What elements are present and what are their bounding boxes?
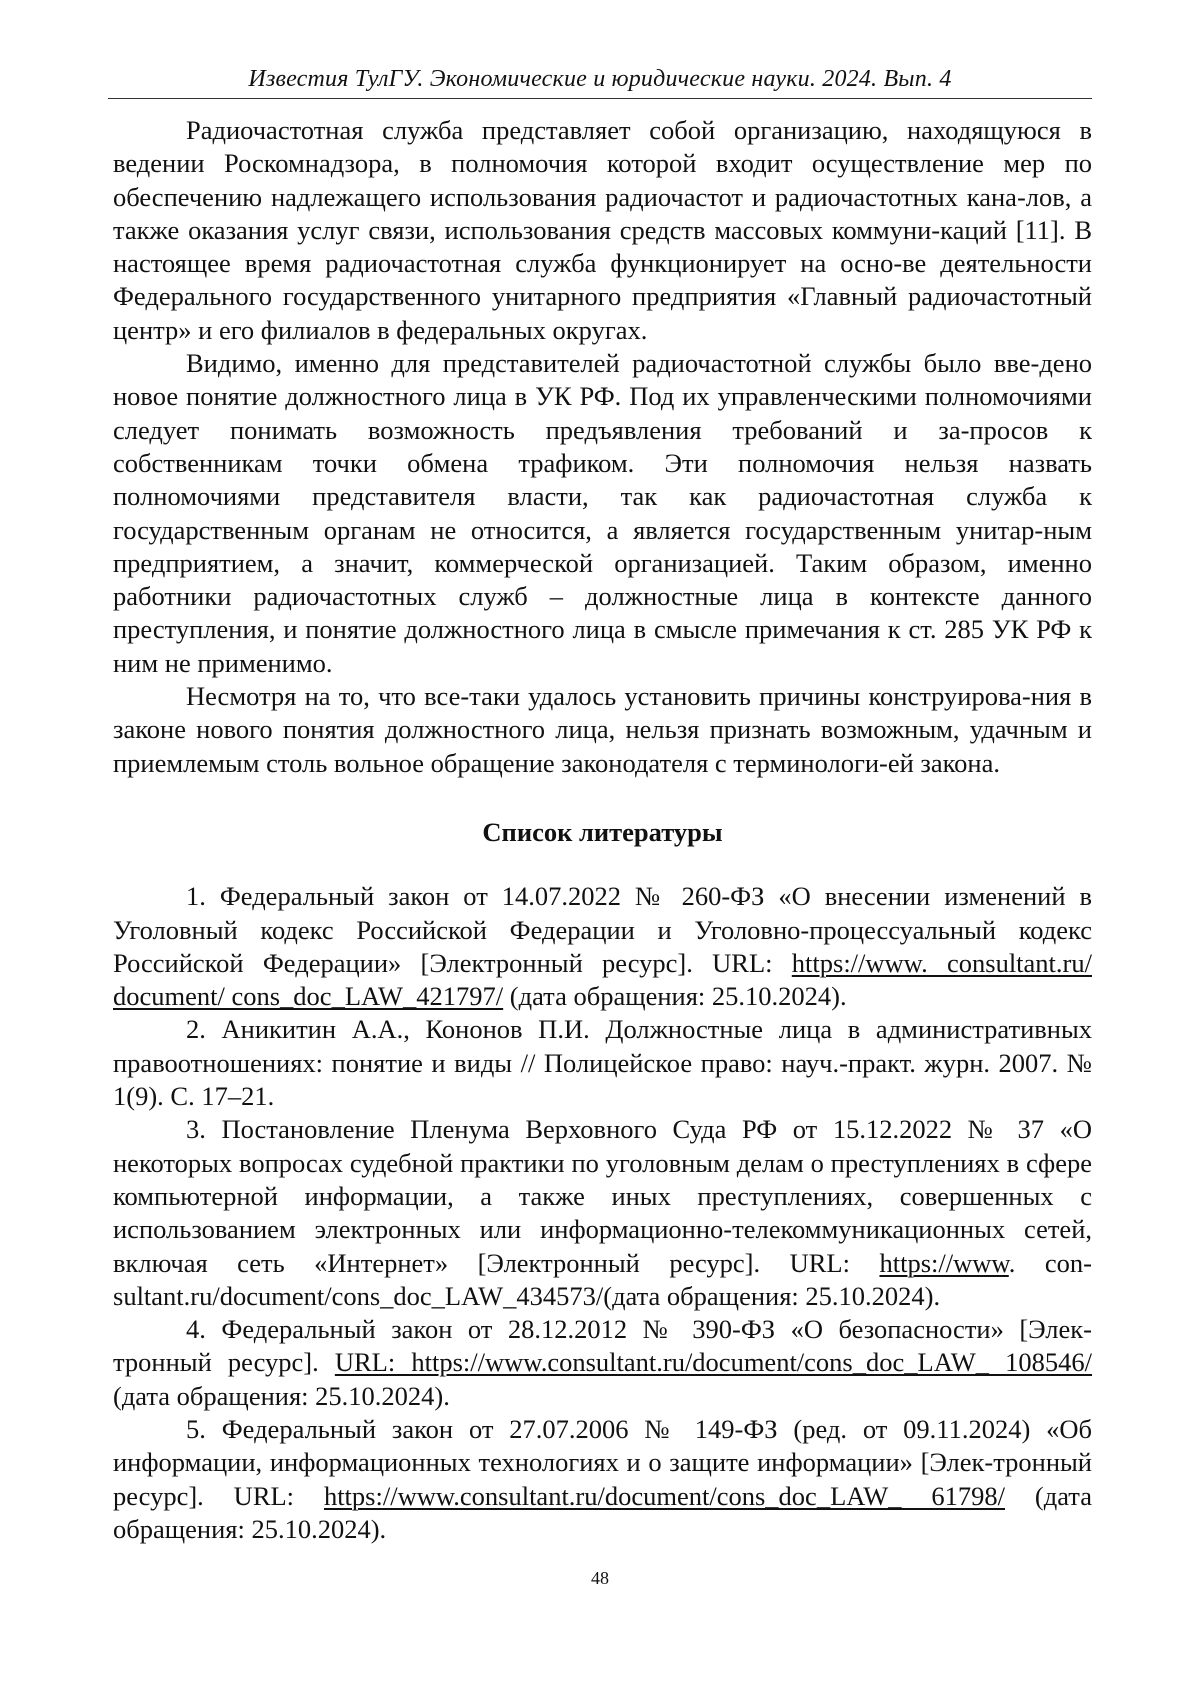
running-header: Известия ТулГУ. Экономические и юридические науки. 2024. Вып. 4 <box>248 66 952 92</box>
reference-text: 3. Постановление Пленума Верховного Суда РФ от 15.12.2022 № 37 «О некоторых вопросах судебной практики по уголовным делам о преступлениях в сфере компьютерной информации, а также иных преступлениях, совершенных с использованием электронных или информационно-телекоммуникационных сетей, включая сеть «Интернет» [Электронный ресурс]. URL: <box>113 1114 1092 1278</box>
reference-item <box>113 1013 1092 1113</box>
main-text <box>113 114 1092 1546</box>
reference-link[interactable]: https://www. consultant.ru/ document/ cons_doc_LAW_421797/ <box>113 947 1092 1012</box>
reference-item <box>113 880 1092 1013</box>
header-divider <box>108 98 1092 99</box>
reference-text: . con-sultant.ru/document/cons_doc_LAW_434573/(дата обращения: 25.10.2024). <box>113 1247 1092 1311</box>
reference-text: 1. Федеральный закон от 14.07.2022 № 260-ФЗ «О внесении изменений в Уголовный кодекс Российской Федерации и Уголовно-процессуальный кодекс Российской Федерации» [Электронный ресурс]. URL: <box>113 881 1092 978</box>
reference-text: (дата обращения: 25.10.2024). <box>503 981 847 1012</box>
reference-text: 4. Федеральный закон от 28.12.2012 № 390-ФЗ «О безопасности» [Элек-тронный ресурс]. <box>113 1314 1092 1378</box>
reference-link[interactable]: https://www.consultant.ru/document/cons_doc_LAW_ 61798/ <box>323 1480 1006 1511</box>
reference-text: 5. Федеральный закон от 27.07.2006 № 149-ФЗ (ред. от 09.11.2024) «Об информации, информационных технологиях и о защите информации» [Элек-тронный ресурс]. URL: <box>113 1413 1092 1511</box>
paragraph: Несмотря на то, что все-таки удалось установить причины конструирова-ния в законе нового понятия должностного лица, нельзя признать возможным, удачным и приемлемым столь вольное обращение законодателя с терминологи-ей закона. <box>113 681 1092 778</box>
reference-link[interactable]: https://www <box>879 1247 1009 1278</box>
page-number: 48 <box>591 1568 609 1588</box>
reference-text: 2. Аникитин А.А., Кононов П.И. Должностные лица в административных правоотношениях: понятие и виды // Полицейское право: науч.-практ. журн. 2007. № 1(9). С. 17–21. <box>113 1014 1092 1112</box>
paragraph: Радиочастотная служба представляет собой организацию, находящуюся в ведении Роскомнадзора, в полномочия которой входит осуществление мер по обеспечению надлежащего использования радиочастот и радиочастотных кана-лов, а также оказания услуг связи, использования средств массовых коммуни-каций [11]. В настоящее время радиочастотная служба функционирует на осно-ве деятельности Федерального государственного унитарного предприятия «Главный радиочастотный центр» и его филиалов в федеральных округах. <box>113 115 1092 345</box>
references-title: Список литературы <box>482 816 723 847</box>
paragraph: Видимо, именно для представителей радиочастотной службы было вве-дено новое понятие должностного лица в УК РФ. Под их управленческими полномочиями следует понимать возможность предъявления требований и за-просов к собственникам точки обмена трафиком. Эти полномочия нельзя назвать полномочиями представителя власти, так как радиочастотная служба к государственным органам не относится, а является государственным унитар-ным предприятием, а значит, коммерческой организацией. Таким образом, именно работники радиочастотных служб – должностные лица в контексте данного преступления, и понятие должностного лица в смысле примечания к ст. 285 УК РФ к ним не применимо. <box>113 348 1092 678</box>
reference-link[interactable]: URL: https://www.consultant.ru/document/cons_doc_LAW_ 108546/ <box>334 1347 1092 1378</box>
reference-item <box>113 1313 1092 1413</box>
reference-item <box>113 1113 1092 1313</box>
reference-text: (дата обращения: 25.10.2024). <box>113 1380 450 1411</box>
reference-text: (дата обращения: 25.10.2024). <box>113 1480 1092 1544</box>
reference-item <box>113 1413 1092 1546</box>
references-list <box>113 880 1092 1546</box>
